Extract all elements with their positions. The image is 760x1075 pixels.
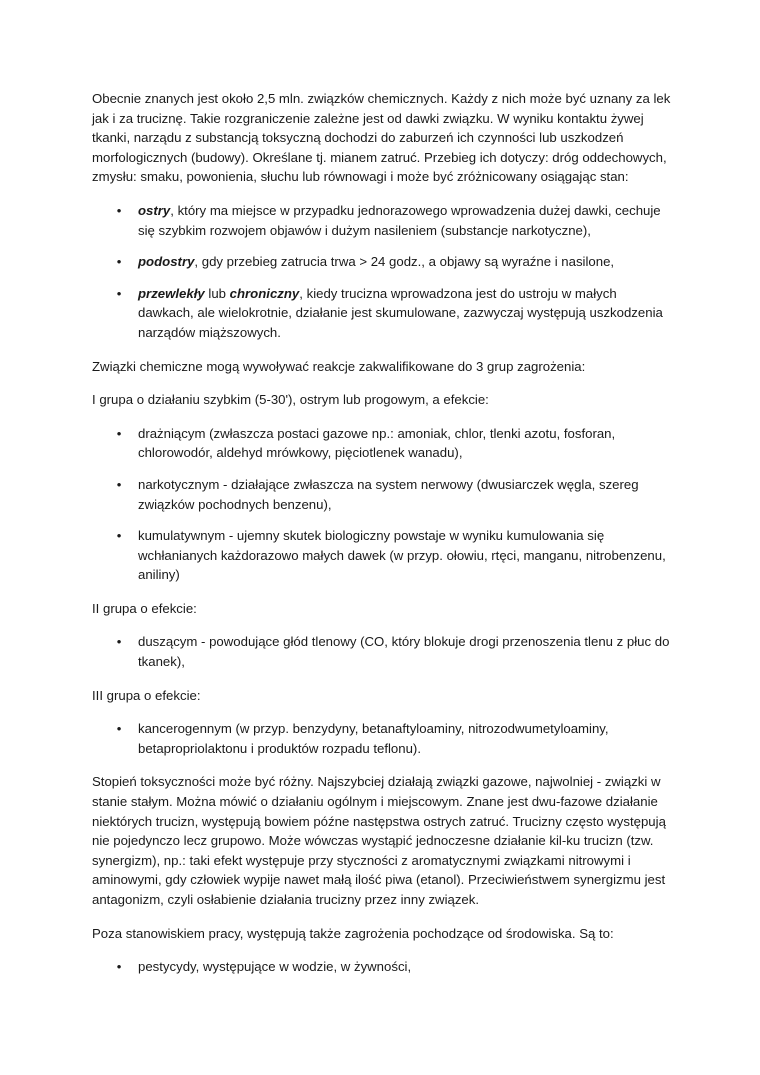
bullet-icon: • bbox=[116, 425, 122, 441]
group2-list bbox=[92, 632, 674, 671]
list-item bbox=[92, 632, 674, 671]
state-description: , który ma miejsce w przypadku jednorazowego wprowadzenia dużej dawki, cechuje się szybkim rozwojem objawów i dużym nasileniem (substancje narkotyczne), bbox=[138, 202, 661, 238]
group3-list bbox=[92, 719, 674, 758]
list-item-text: narkotycznym - działające zwłaszcza na system nerwowy (dwusiarczek węgla, szereg związków pochodnych benzenu), bbox=[138, 476, 639, 512]
states-list bbox=[92, 201, 674, 343]
bullet-icon: • bbox=[116, 254, 122, 270]
list-item bbox=[92, 284, 674, 343]
bullet-icon: • bbox=[116, 634, 122, 650]
bullet-icon: • bbox=[116, 285, 122, 301]
groups-intro: Związki chemiczne mogą wywoływać reakcje zakwalifikowane do 3 grup zagrożenia: bbox=[92, 358, 586, 374]
bullet-icon: • bbox=[116, 202, 122, 218]
state-term: podostry bbox=[138, 254, 195, 270]
document-page bbox=[92, 89, 674, 991]
bullet-icon: • bbox=[116, 476, 122, 492]
environment-list bbox=[92, 957, 674, 977]
state-description: , gdy przebieg zatrucia trwa > 24 godz., a objawy są wyraźne i nasilone, bbox=[194, 254, 615, 270]
list-item bbox=[92, 424, 674, 463]
list-item bbox=[92, 475, 674, 514]
list-item bbox=[92, 252, 674, 272]
bullet-icon: • bbox=[116, 959, 122, 975]
state-term: ostry bbox=[138, 202, 171, 218]
group1-heading: I grupa o działaniu szybkim (5-30'), ostrym lub progowym, a efekcie: bbox=[92, 392, 489, 408]
list-item-text: pestycydy, występujące w wodzie, w żywności, bbox=[138, 959, 412, 975]
list-item bbox=[92, 201, 674, 240]
state-term: przewlekły bbox=[138, 285, 205, 301]
list-item-text: duszącym - powodujące głód tlenowy (CO, który blokuje drogi przenoszenia tlenu z płuc do tkanek), bbox=[138, 634, 670, 670]
group1-list bbox=[92, 424, 674, 585]
list-item-text: kumulatywnym - ujemny skutek biologiczny powstaje w wyniku kumulowania się wchłanianych każdorazowo małych dawek (w przyp. ołowiu, rtęci, manganu, nitrobenzenu, aniliny) bbox=[138, 528, 666, 583]
intro-paragraph: Obecnie znanych jest około 2,5 mln. związków chemicznych. Każdy z nich może być uznany za lek jak i za truciznę. Takie rozgraniczenie zależne jest od dawki związku. W wyniku kontaktu żywej tkanki, narządu z substancją toksyczną dochodzi do zaburzeń ich czynności lub uszkodzeń morfologicznych (budowy). Określane tj. mianem zatruć. Przebieg ich dotyczy: dróg oddechowych, zmysłu: smaku, powonienia, słuchu lub równowagi i może być zróżnicowany osiągając stan: bbox=[92, 91, 671, 185]
bullet-icon: • bbox=[116, 721, 122, 737]
group3-heading: III grupa o efekcie: bbox=[92, 687, 201, 703]
list-item bbox=[92, 526, 674, 585]
list-item bbox=[92, 719, 674, 758]
list-item bbox=[92, 957, 674, 977]
toxicity-paragraph: Stopień toksyczności może być różny. Najszybciej działają związki gazowe, najwolniej - związki w stanie stałym. Można mówić o działaniu ogólnym i miejscowym. Znane jest dwu-fazowe działanie niektórych trucizn, występują bowiem późne następstwa ostrych zatruć. Trucizny często występują nie pojedynczo lecz grupowo. Może wówczas wystąpić jednoczesne działanie kil-ku trucizn (tzw. synergizm), np.: taki efekt występuje przy styczności z aromatycznymi związkami nitrowymi i aminowymi, gdy człowiek wypije nawet małą ilość piwa (etanol). Przeciwieństwem synergizmu jest antagonizm, czyli osłabienie działania trucizny przez inny związek. bbox=[92, 774, 666, 907]
list-item-text: kancerogennym (w przyp. benzydyny, betanaftyloaminy, nitrozodwumetyloaminy, betapropriolaktonu i produktów rozpadu teflonu). bbox=[138, 721, 609, 756]
environment-paragraph: Poza stanowiskiem pracy, występują także zagrożenia pochodzące od środowiska. Są to: bbox=[92, 925, 614, 941]
state-term-alt: chroniczny bbox=[229, 285, 300, 301]
list-item-text: drażniącym (zwłaszcza postaci gazowe np.: amoniak, chlor, tlenki azotu, fosforan, chlorowodór, aldehyd mrówkowy, pięciotlenek wanadu), bbox=[138, 425, 616, 461]
group2-heading: II grupa o efekcie: bbox=[92, 600, 197, 616]
state-connector: lub bbox=[204, 285, 230, 301]
bullet-icon: • bbox=[116, 528, 122, 544]
state-description: , kiedy trucizna wprowadzona jest do ustroju w małych dawkach, ale wielokrotnie, działanie jest skumulowane, zazwyczaj występują uszkodzenia narządów miąższowych. bbox=[138, 285, 663, 340]
